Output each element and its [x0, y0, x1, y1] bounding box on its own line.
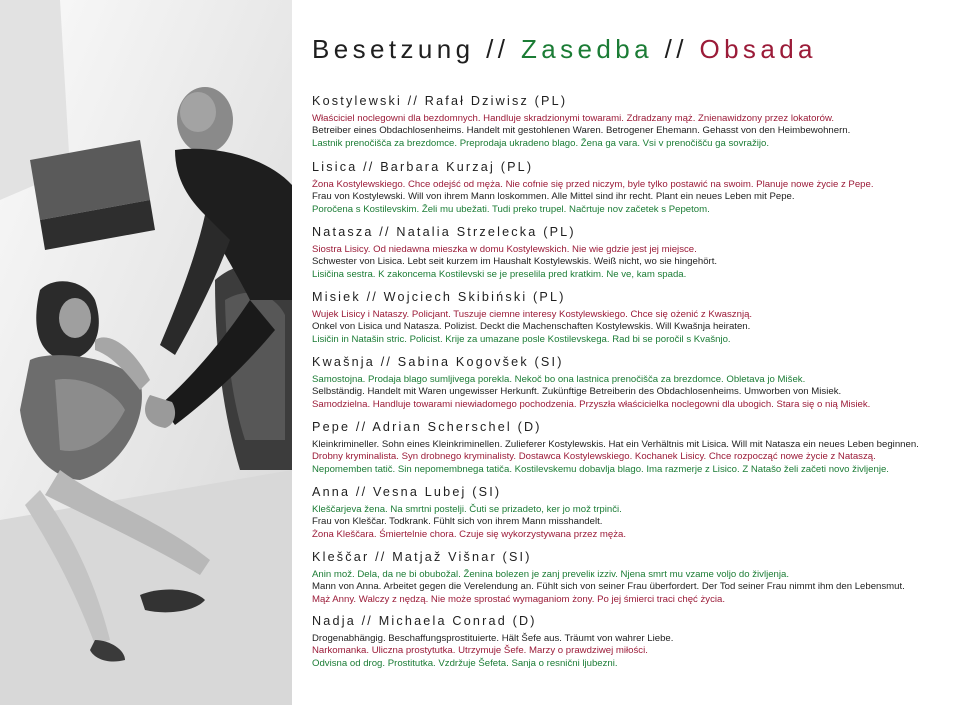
role-heading: Anna // Vesna Lubej (SI) [312, 485, 502, 499]
cast-entry-klescar [312, 550, 957, 606]
description-polish: Drobny kryminalista. Syn drobnego kryminalisty. Dostawca Kostylewskiego. Kochanek Lisicy. Chce rozpocząć nowe życie z Nataszą. [312, 451, 876, 463]
description-german: Mann von Anna. Arbeitet gegen die Verelendung an. Fühlt sich von seiner Frau überfordert. Der Tod seiner Frau nimmt ihm den Lebensmut. [312, 581, 905, 593]
cast-entry-kostylewski [312, 94, 957, 150]
role-heading: Pepe // Adrian Scherschel (D) [312, 420, 542, 434]
description-polish: Żona Kostylewskiego. Chce odejść od męża. Nie cofnie się przed niczym, byle tylko postawić na swoim. Planuje nowe życie z Pepe. [312, 179, 874, 190]
cast-entry-pepe [312, 420, 957, 476]
title-separator: // [474, 34, 521, 64]
title-german: Besetzung [312, 34, 475, 64]
description-german: Betreiber eines Obdachlosenheims. Handelt mit gestohlenen Waren. Betrogener Ehemann. Gehasst von den Heimbewohnern. [312, 125, 851, 137]
description-slovene: Anin mož. Dela, da ne bi obubožal. Ženina bolezen je zanj preveliк izziv. Njena smrt mu vzame voljo do življenja. [312, 569, 790, 580]
description-slovene: Odvisna od drog. Prostitutka. Vzdržuje Šefeta. Sanja o resnični ljubezni. [312, 657, 618, 669]
title-czech: Zasedba [520, 34, 653, 64]
description-german: Selbständig. Handelt mit Waren ungewisser Herkunft. Zukünftige Betreiberin des Obdachlosenheims. Umworben von Misiek. [312, 386, 842, 398]
description-slovene: Kleščarjeva žena. Na smrtni postelji. Čuti se prizadeto, ker jo mož trpinči. [312, 504, 622, 515]
description-polish: Siostra Lisicy. Od niedawna mieszka w domu Kostylewskich. Nie wie gdzie jest jej miejsce. [312, 244, 697, 255]
description-slovene: Lastnik prenočišča za brezdomce. Preprodaja ukradeno blago. Žena ga vara. Vsi v prenočišču ga sovražijo. [312, 137, 770, 149]
description-german: Schwester von Lisica. Lebt seit kurzem im Haushalt Kostylewskis. Weiß nicht, wo sie hingehört. [312, 256, 718, 268]
cast-entry-misiek [312, 290, 957, 346]
cast-entry-natasza [312, 225, 957, 281]
description-slovene: Samostojna. Prodaja blago sumljivega porekla. Nekoč bo ona lastnica prenočišča za brezdomce. Obletava jo Mišek. [312, 374, 806, 385]
description-slovene: Lisičin in Natašin stric. Policist. Krije za umazane posle Kostilevskega. Rad bi se poročil s Kvašnjo. [312, 333, 731, 345]
page-title [312, 34, 817, 65]
stage-photo-illustration [0, 0, 292, 705]
description-polish: Właściciel noclegowni dla bezdomnych. Handluje skradzionymi towarami. Zdradzany mąż. Znienawidzony przez lokatorów. [312, 113, 835, 124]
description-german: Kleinkrimineller. Sohn eines Kleinkriminellen. Zulieferer Kostylewskis. Hat ein Verhältnis mit Lisica. Will mit Natasza ein neues Leben beginnen. [312, 439, 919, 450]
role-heading: Lisica // Barbara Kurzaj (PL) [312, 160, 534, 174]
description-polish: Mąż Anny. Walczy z nędzą. Nie może sprostać wymaganiom żony. Po jej śmierci traci chęć życia. [312, 593, 726, 605]
description-polish: Samodzielna. Handluje towarami niewiadomego pochodzenia. Przyszła właścicielka noclegowni dla ubogich. Stara się o nią Misiek. [312, 398, 871, 410]
cast-entry-lisica [312, 160, 957, 216]
description-german: Frau von Kleščar. Todkrank. Fühlt sich von ihrem Mann misshandelt. [312, 516, 603, 528]
cast-entry-anna [312, 485, 957, 541]
cast-entry-nadja [312, 614, 957, 670]
role-heading: Nadja // Michaela Conrad (D) [312, 614, 537, 628]
title-separator: // [652, 34, 700, 64]
role-heading: Kostylewski // Rafał Dziwisz (PL) [312, 94, 568, 108]
description-polish: Żona Kleščara. Śmiertelnie chora. Czuje się wykorzystywana przez męża. [312, 528, 627, 540]
description-german: Frau von Kostylewski. Will von ihrem Mann loskommen. Alle Mittel sind ihr recht. Plant ein neues Leben mit Pepe. [312, 191, 795, 203]
role-heading: Misiek // Wojciech Skibiński (PL) [312, 290, 566, 304]
role-heading: Kleščar // Matjaž Višnar (SI) [312, 550, 532, 564]
description-slovene: Lisičina sestra. K zakoncema Kostilevski se je preselila pred kratkim. Ne ve, kam spada. [312, 268, 687, 280]
cast-entry-kwasnja [312, 355, 957, 411]
description-german: Drogenabhängig. Beschaffungsprostituierte. Hält Šefe aus. Träumt von wahrer Liebe. [312, 633, 674, 644]
title-polish: Obsada [699, 34, 817, 64]
description-slovene: Poročena s Kostilevskim. Želi mu ubežati. Tudi preko trupel. Načrtuje nov začetek s Pepetom. [312, 203, 710, 215]
role-heading: Kwašnja // Sabina Kogovšek (SI) [312, 355, 564, 369]
description-german: Onkel von Lisica und Natasza. Polizist. Deckt die Machenschaften Kostylewskis. Will Kwašnja heiraten. [312, 321, 751, 333]
description-polish: Narkomanka. Uliczna prostytutka. Utrzymuje Šefe. Marzy o prawdziwej miłości. [312, 645, 648, 657]
description-polish: Wujek Lisicy i Nataszy. Policjant. Tuszuje ciemne interesy Kostylewskiego. Chce się ożenić z Kwasznją. [312, 309, 753, 320]
stage-photo [0, 0, 292, 705]
description-slovene: Nepomemben tatič. Sin nepomembnega tatiča. Kostilevskemu dobavlja blago. Ima razmerje z Lisico. Z Natašo želi začeti novo življenje. [312, 463, 889, 475]
role-heading: Natasza // Natalia Strzelecka (PL) [312, 225, 576, 239]
